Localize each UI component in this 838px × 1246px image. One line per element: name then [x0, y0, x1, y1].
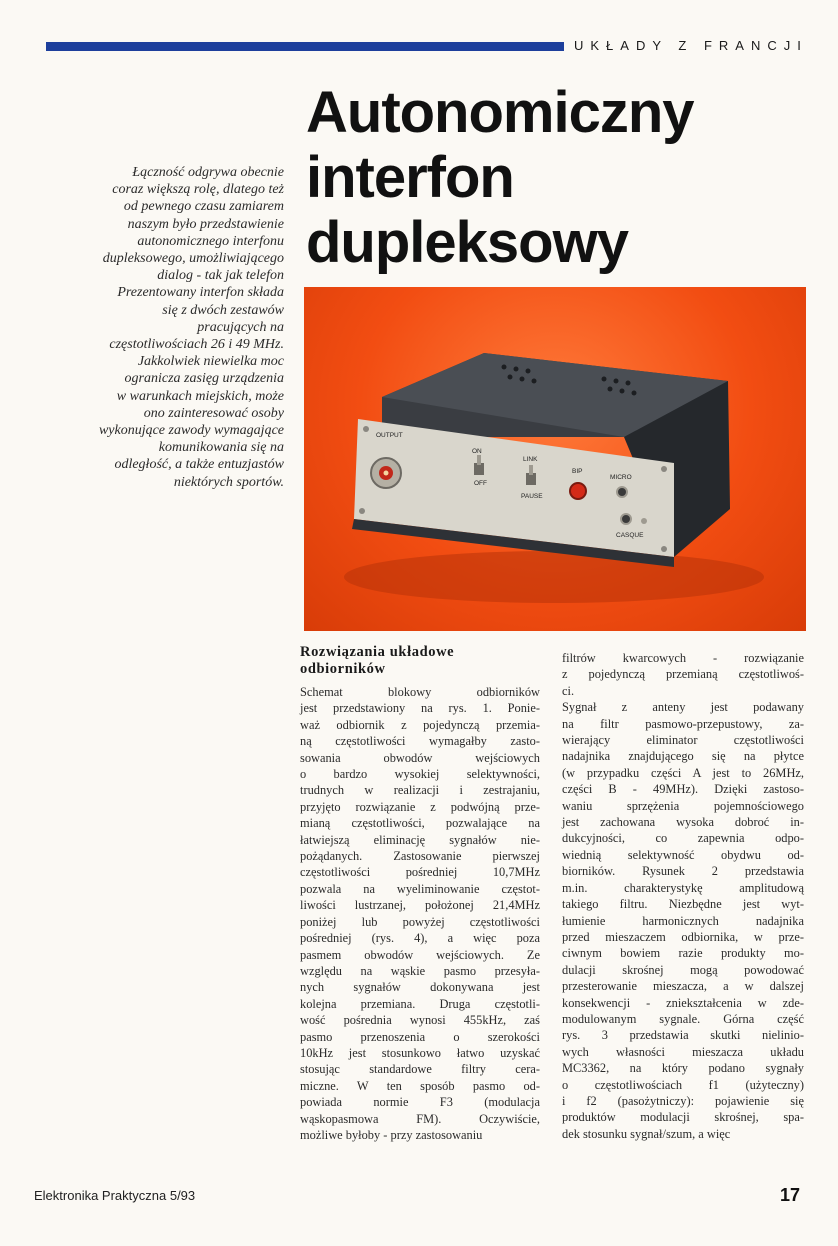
- section-heading: [300, 644, 540, 678]
- body-line: miczne. W ten sposób pasmo od-: [300, 1078, 540, 1093]
- off-label: OFF: [474, 480, 487, 487]
- link-label: LINK: [523, 456, 538, 463]
- intercom-device-illustration: [304, 287, 806, 631]
- body-line: rys. 3 przedstawia skutki nielinio-: [562, 1028, 804, 1043]
- title-line: interfon: [306, 145, 514, 210]
- title-line: dupleksowy: [306, 210, 628, 275]
- body-line: wierający eliminator częstotliwości: [562, 733, 804, 748]
- body-line: liwości lustrzanej, położonej 21,4MHz: [300, 898, 540, 913]
- body-line: przesterowanie mieszacza, a w dalszej: [562, 979, 804, 994]
- body-line: trudnych w realizacji i zestrajaniu,: [300, 783, 540, 798]
- body-line: na filtr pasmowo-przepustowy, za-: [562, 716, 804, 731]
- body-line: modulowanym sygnale. Górna część: [562, 1011, 804, 1026]
- intro-line: Jakkolwiek niewielka moc: [137, 354, 284, 370]
- body-line: wiednią selektywność obydwu od-: [562, 847, 804, 862]
- intro-line: autonomicznego interfonu: [137, 233, 284, 249]
- body-line: części B - 49MHz). Dzięki zastoso-: [562, 782, 804, 797]
- body-line: ci.: [562, 683, 575, 698]
- body-line: m.in. charakterystykę amplitudową: [562, 880, 804, 895]
- intro-line: ono zainteresować osoby: [143, 405, 284, 421]
- body-line: stosując standardowe filtry cera-: [300, 1062, 540, 1077]
- body-line: o bardzo wysokiej selektywności,: [300, 767, 540, 782]
- pause-label: PAUSE: [521, 493, 543, 500]
- heading-line: Rozwiązania układowe: [300, 644, 455, 660]
- body-line: przyjęto rozwiązanie z podwójną prze-: [300, 799, 540, 814]
- casque-label: CASQUE: [616, 532, 644, 539]
- body-line: wych własności mieszacza układu: [562, 1044, 804, 1059]
- body-line: ną częstotliwości wymagałby zasto-: [300, 734, 540, 749]
- body-line: mianą częstotliwości, pozwalające na: [300, 816, 540, 831]
- device-photo: [304, 287, 806, 631]
- body-line: 10kHz jest stosunkowo łatwo uzyskać: [300, 1045, 540, 1060]
- intro-line: niektórych sportów.: [173, 474, 284, 490]
- body-line: dukcyjności, co zapewnia odpo-: [562, 831, 804, 846]
- body-line: powiada normie F3 (modulacja: [300, 1095, 540, 1110]
- article-title: [306, 80, 826, 275]
- intro-line: Prezentowany interfon składa: [117, 285, 284, 301]
- intro-lead: [20, 164, 284, 491]
- body-line: produktów modulacji skrośnej, spa-: [562, 1110, 804, 1125]
- body-line: sowania obwodów wejściowych: [300, 750, 540, 765]
- intro-line: od pewnego czasu zamiarem: [123, 199, 284, 215]
- body-line: możliwe byłoby - przy zastosowaniu: [300, 1127, 483, 1142]
- intro-line: coraz większą rolę, dlatego też: [112, 182, 284, 198]
- section-label: UKŁADY Z FRANCJI: [574, 38, 808, 53]
- intro-line: komunikowania się na: [158, 440, 284, 456]
- body-line: pośredniej (rys. 4), a więc poza: [300, 931, 540, 946]
- on-label: ON: [472, 448, 482, 455]
- body-line: częstotliwości pośredniej 10,7MHz: [300, 865, 540, 880]
- body-line: wość pośrednia wynosi 455kHz, zaś: [300, 1013, 540, 1028]
- body-line: waż odbiornik z pojedynczą przemia-: [300, 717, 540, 732]
- body-line: takiego filtru. Niezbędne jest wyt-: [562, 897, 804, 912]
- intro-line: wykonujące zawody wymagające: [98, 423, 284, 439]
- body-line: Schemat blokowy odbiorników: [300, 685, 540, 699]
- body-line: wąskopasmowa FM). Oczywiście,: [300, 1111, 540, 1126]
- body-line: nadajnika znajdującego się na płytce: [562, 749, 804, 764]
- body-line: nych sygnałów dokonywana jest: [300, 980, 540, 995]
- intro-line: Łączność odgrywa obecnie: [132, 165, 284, 180]
- body-line: dek stosunku sygnał/szum, a więc: [562, 1126, 731, 1141]
- body-line: ciwnym bowiem razie produkty mo-: [562, 946, 804, 961]
- body-line: MC3362, na który podano sygnały: [562, 1061, 804, 1076]
- body-line: pasmem obwodów wejściowych. Ze: [300, 947, 540, 962]
- body-line: pasmo przenoszenia o szerokości: [300, 1029, 540, 1044]
- intro-line: się z dwóch zestawów: [162, 302, 284, 318]
- intro-line: pracujących na: [197, 319, 284, 335]
- intro-line: naszym było przedstawienie: [127, 216, 284, 232]
- page-number: 17: [780, 1185, 801, 1205]
- intro-line: odległość, a także entuzjastów: [114, 457, 284, 473]
- body-column-2: [562, 650, 804, 1142]
- body-line: dulacji skrośnej mogą powodować: [562, 962, 804, 977]
- intro-line: dupleksowego, umożliwiającego: [102, 251, 284, 267]
- body-line: pożądanych. Zastosowanie pierwszej: [300, 849, 540, 864]
- body-line: (w przypadku części A jest to 26MHz,: [562, 765, 804, 780]
- intro-line: w warunkach miejskich, może: [116, 388, 284, 404]
- body-line: jest zachowana wysoka dobroć in-: [562, 815, 804, 830]
- intro-line: dialog - tak jak telefon: [157, 268, 284, 284]
- body-line: i f2 (pasożytniczy): pojawienie się: [562, 1093, 804, 1108]
- micro-label: MICRO: [610, 474, 632, 481]
- body-line: poniżej lub powyżej częstotliwości: [300, 914, 540, 929]
- body-line: z pojedynczą przemianą częstotliwoś-: [562, 667, 804, 682]
- body-line: łatwiejszą eliminację sygnałów nie-: [300, 832, 540, 847]
- heading-line: odbiorników: [300, 661, 386, 677]
- body-line: pozwala na wyeliminowanie częstot-: [300, 881, 540, 896]
- body-line: waniu sprzężenia pojemnościowego: [562, 798, 804, 813]
- body-line: przed mieszaczem odbiornika, w prze-: [562, 929, 804, 944]
- body-line: jest przedstawiony na rys. 1. Ponie-: [300, 701, 540, 716]
- output-label: OUTPUT: [376, 432, 403, 439]
- body-line: łumienie harmonicznych nadajnika: [562, 913, 804, 928]
- intro-line: częstotliwościach 26 i 49 MHz.: [109, 337, 284, 353]
- body-line: konsekwencji - zniekształcenia w zde-: [562, 995, 804, 1010]
- header-rule: [46, 42, 564, 51]
- body-line: względu na wąskie pasmo przesyła-: [300, 963, 540, 978]
- body-line: kolejna przemiana. Druga częstotli-: [300, 996, 540, 1011]
- body-line: o częstotliwościach f1 (użyteczny): [562, 1077, 804, 1092]
- magazine-footer: Elektronika Praktyczna 5/93: [34, 1188, 196, 1203]
- intro-line: ogranicza zasięg urządzenia: [124, 371, 284, 387]
- body-line: Sygnał z anteny jest podawany: [562, 700, 804, 715]
- body-line: filtrów kwarcowych - rozwiązanie: [562, 651, 804, 665]
- body-column-1: [300, 684, 540, 1143]
- body-line: biorników. Rysunek 2 przedstawia: [562, 864, 804, 879]
- bip-label: BIP: [572, 468, 583, 475]
- title-line: Autonomiczny: [306, 80, 694, 145]
